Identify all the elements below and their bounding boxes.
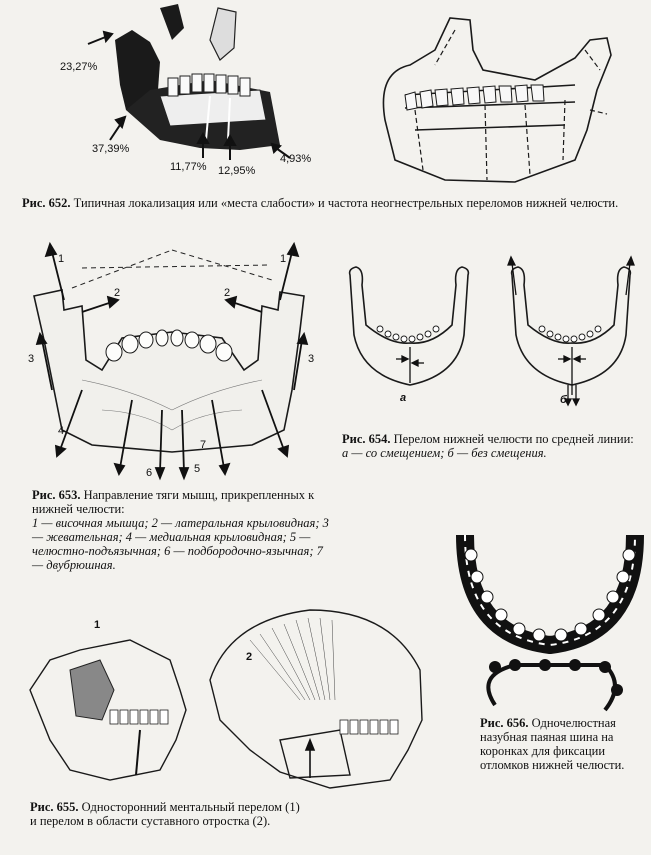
fig653-muscle-directions <box>22 240 332 480</box>
fig653-caption-number: Рис. 653. <box>32 488 81 502</box>
percent-label-canine: 4,93% <box>280 153 312 165</box>
fig655-label-1: 1 <box>94 619 101 631</box>
fig654-label-a: а <box>400 392 407 404</box>
fig655-caption-text: Односторонний ментальный перелом (1) и перелом в области суставного отростка (2). <box>30 800 300 828</box>
fig656-caption-number: Рис. 656. <box>480 716 529 730</box>
fig655-caption <box>30 800 300 828</box>
fig652-mandible-outline <box>375 10 645 180</box>
percent-label-condyle: 23,27% <box>60 61 98 73</box>
fig654-caption <box>342 432 642 460</box>
fig654-caption-legend: а — со смещением; б — без смещения. <box>342 446 547 460</box>
fig652-caption-number: Рис. 652. <box>22 196 71 210</box>
fig652-caption-text: Типичная локализация или «места слабости» и частота неогнестрельных переломов нижней челюсти. <box>73 196 619 210</box>
fig655-label-2: 2 <box>246 651 253 663</box>
fig655-caption-number: Рис. 655. <box>30 800 79 814</box>
fig653-caption <box>32 488 332 572</box>
percent-label-angle: 37,39% <box>92 143 130 155</box>
fig656-caption-text: Одночелюстная назубная паяная шина на коронках для фиксации отломков нижней челюсти. <box>480 716 625 772</box>
fig652-caption <box>22 196 632 210</box>
fig654-label-b: б <box>560 394 567 406</box>
fig655-skull-fractures <box>10 600 430 800</box>
muscle-number-4: 4 <box>58 425 65 437</box>
muscle-number-2-left: 2 <box>114 287 121 299</box>
fig652-mandible-regions <box>60 0 360 177</box>
muscle-number-6: 6 <box>146 467 153 479</box>
fig653-caption-title: Направление тяги мышц, прикрепленных к нижней челюсти: <box>32 488 315 516</box>
percent-label-premolar: 11,77% <box>170 161 207 173</box>
muscle-number-3-left: 3 <box>28 353 35 365</box>
muscle-number-2-right: 2 <box>224 287 231 299</box>
fig654-caption-title: Перелом нижней челюсти по средней линии: <box>393 432 634 446</box>
muscle-number-3-right: 3 <box>308 353 315 365</box>
fig654-midline-fracture <box>340 255 650 415</box>
fig653-caption-legend: 1 — височная мышца; 2 — латеральная крыловидная; 3 — жевательная; 4 — медиальная крыловидная; 5 — челюстно-подъязычная; 6 — подбородочно-язычная; 7 — двубрюшная. <box>32 516 329 572</box>
fig654-caption-number: Рис. 654. <box>342 432 391 446</box>
muscle-number-7: 7 <box>200 439 207 451</box>
muscle-number-5: 5 <box>194 463 201 475</box>
muscle-number-1-right: 1 <box>280 253 287 265</box>
percent-label-midline: 12,95% <box>218 165 256 177</box>
fig656-caption <box>480 716 640 772</box>
muscle-number-1-left: 1 <box>58 253 65 265</box>
fig656-dental-splint <box>455 515 645 715</box>
